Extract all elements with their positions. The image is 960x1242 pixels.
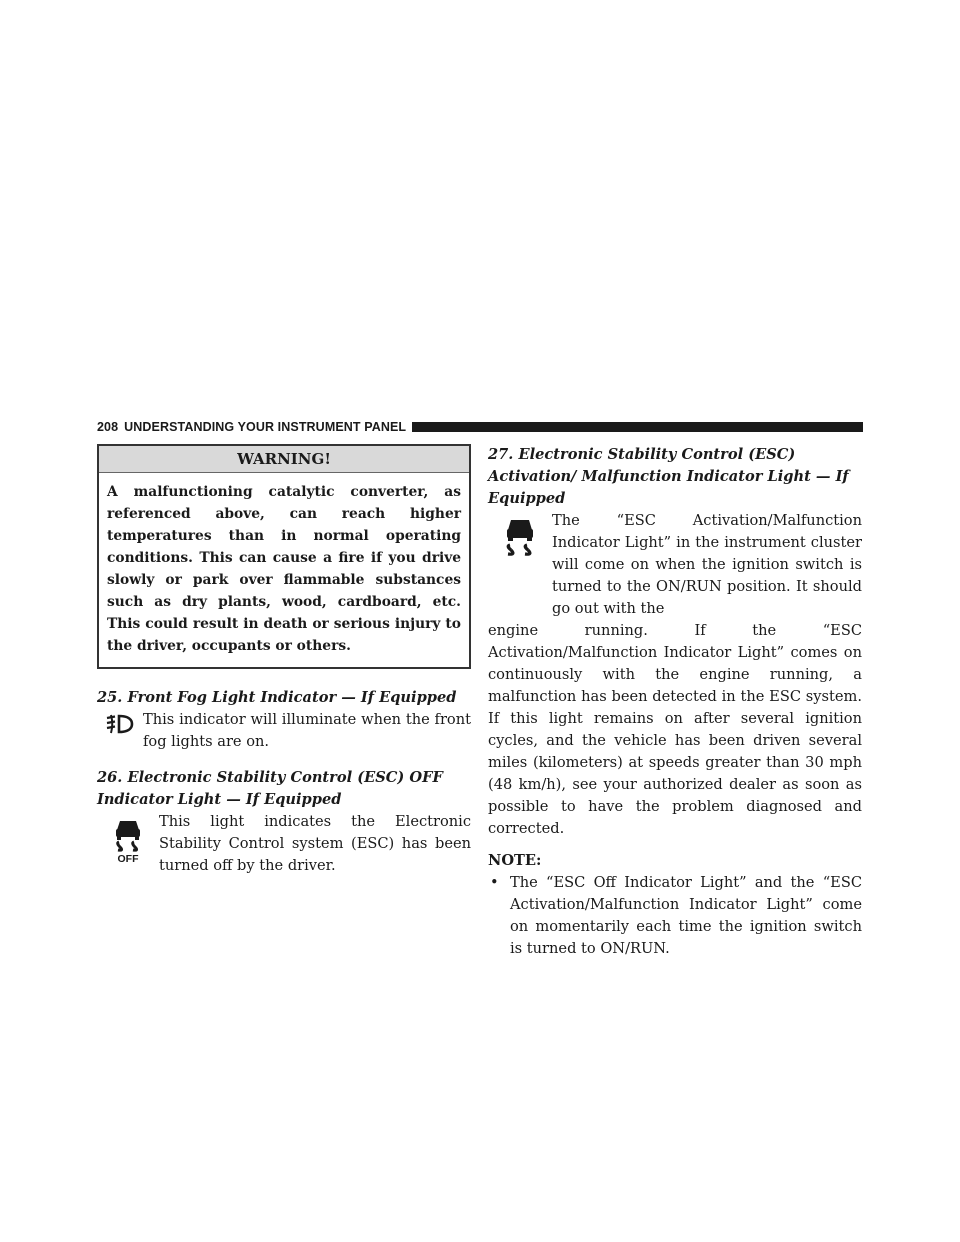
header-rule bbox=[412, 422, 863, 432]
front-fog-light-icon bbox=[105, 713, 135, 735]
item-26-row bbox=[97, 811, 471, 877]
right-column bbox=[488, 444, 862, 960]
item-25-row bbox=[97, 709, 471, 753]
note-bullet bbox=[488, 872, 862, 960]
page-header bbox=[97, 418, 863, 436]
note-bullet-text: The “ESC Off Indicator Light” and the “ESC Activation/Malfunction Indicator Light” come on momentarily each time the ignition switch is turned to ON/RUN. bbox=[510, 874, 862, 957]
warning-title: WARNING! bbox=[99, 446, 469, 473]
item-27-text-continued: engine running. If the “ESC Activation/Malfunction Indicator Light” comes on continuously with the engine running, a malfunction has been detected in the ESC system. If this light remains on after several ignition cycles, and the vehicle has been driven several miles (kilometers) at speeds greater than 30 mph (48 km/h), see your authorized dealer as soon as possible to have the problem diagnosed and corrected. bbox=[488, 622, 862, 837]
esc-off-icon bbox=[111, 817, 145, 863]
item-27-title: 27. Electronic Stability Control (ESC) Activation/ Malfunction Indicator Light — If Equipped bbox=[488, 446, 849, 507]
item-27-row bbox=[488, 510, 862, 620]
item-25-title: 25. Front Fog Light Indicator — If Equipped bbox=[97, 689, 457, 706]
left-column bbox=[97, 444, 471, 877]
item-26-text: This light indicates the Electronic Stability Control system (ESC) has been turned off by the driver. bbox=[159, 813, 471, 874]
item-26-title: 26. Electronic Stability Control (ESC) OFF Indicator Light — If Equipped bbox=[97, 769, 443, 808]
warning-text: A malfunctioning catalytic converter, as referenced above, can reach higher temperatures than in normal operating conditions. This can cause a fire if you drive slowly or park over flammable substances such as dry plants, wood, cardboard, etc. This could result in death or serious injury to the driver, occupants or others. bbox=[107, 484, 461, 654]
section-title: UNDERSTANDING YOUR INSTRUMENT PANEL bbox=[124, 420, 407, 434]
item-25-text: This indicator will illuminate when the front fog lights are on. bbox=[143, 711, 471, 750]
warning-box bbox=[97, 444, 471, 669]
bullet-marker: • bbox=[490, 874, 499, 891]
esc-off-icon-label: OFF bbox=[117, 853, 139, 863]
item-27-text-beside-icon: The “ESC Activation/Malfunction Indicator Light” in the instrument cluster will come on when the ignition switch is turned to the ON/RUN position. It should go out with the bbox=[552, 512, 862, 617]
note-heading: NOTE: bbox=[488, 852, 542, 869]
esc-activation-icon bbox=[501, 518, 539, 562]
page-number: 208 bbox=[97, 420, 119, 434]
